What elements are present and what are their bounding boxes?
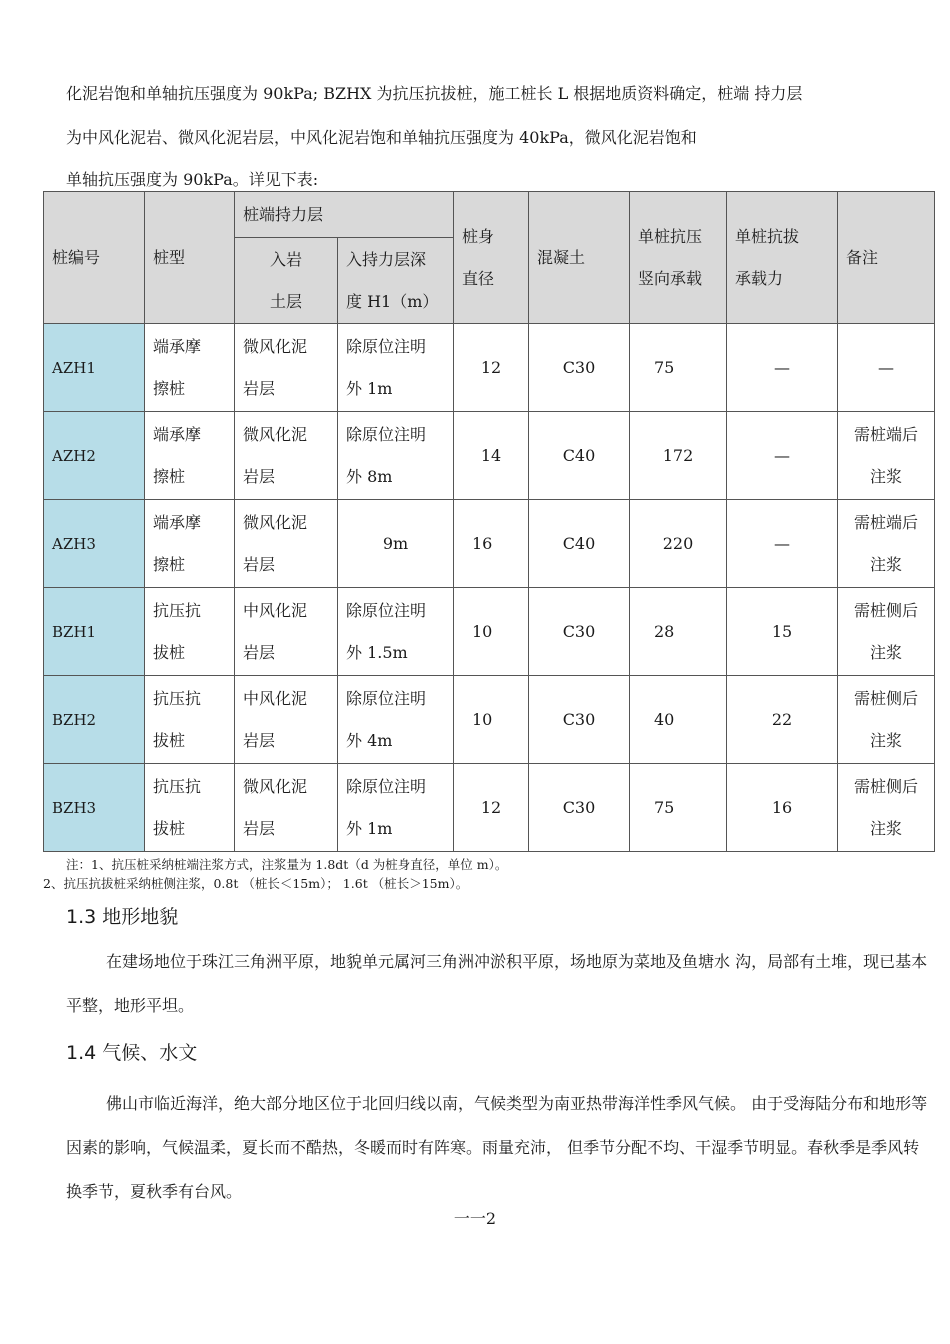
table-row: [44, 676, 935, 764]
cell-compression: 172: [630, 412, 727, 500]
cell-layer: [235, 588, 338, 676]
header-pile-id: 桩编号: [44, 192, 145, 324]
cell-remark: [838, 500, 935, 588]
intro-line-3: 单轴抗压强度为 90kPa。详见下表:: [66, 170, 319, 189]
cell-layer-line-2: 岩层: [243, 378, 276, 398]
cell-layer-line-1: 微风化泥: [243, 776, 308, 796]
cell-concrete: C40: [529, 412, 630, 500]
pile-table: [43, 191, 935, 852]
cell-pile-type-line-1: 端承摩: [153, 424, 202, 444]
header-compression: [630, 192, 727, 324]
cell-pile-type-line-1: 端承摩: [153, 512, 202, 532]
cell-layer-line-2: 岩层: [243, 642, 276, 662]
header-concrete: 混凝土: [529, 192, 630, 324]
section-1-3-title: 1.3 地形地貌: [66, 906, 179, 928]
header-diameter-line-1: 桩身: [462, 226, 495, 246]
header-depth: [338, 238, 454, 324]
cell-depth-line-2: 外 8m: [346, 466, 393, 486]
cell-layer: [235, 500, 338, 588]
cell-pile-id: BZH1: [44, 588, 145, 676]
cell-remark-line-1: 需桩端后: [853, 424, 918, 444]
cell-remark-line-2: 注浆: [869, 554, 902, 574]
cell-diameter: 14: [454, 412, 529, 500]
cell-remark: [838, 676, 935, 764]
header-rock-layer-line-2: 土层: [269, 291, 302, 311]
cell-layer-line-1: 微风化泥: [243, 336, 308, 356]
header-diameter-line-2: 直径: [462, 268, 495, 288]
cell-uplift: 16: [727, 764, 838, 852]
cell-depth-line-2: 外 4m: [346, 730, 393, 750]
cell-remark-line-2: 注浆: [869, 642, 902, 662]
cell-uplift: —: [727, 324, 838, 412]
cell-pile-id: AZH3: [44, 500, 145, 588]
cell-layer-line-1: 微风化泥: [243, 512, 308, 532]
cell-depth: [338, 764, 454, 852]
cell-depth-line-1: 除原位注明: [346, 688, 427, 708]
table-row: [44, 588, 935, 676]
cell-remark: [838, 764, 935, 852]
cell-layer-line-1: 中风化泥: [243, 688, 308, 708]
header-diameter: [454, 192, 529, 324]
cell-depth: [338, 588, 454, 676]
cell-compression: 75: [630, 324, 727, 412]
table-row: [44, 764, 935, 852]
cell-pile-type: [145, 588, 235, 676]
cell-compression: 75: [630, 764, 727, 852]
header-rock-layer-line-1: 入岩: [269, 249, 302, 269]
cell-uplift: 15: [727, 588, 838, 676]
cell-pile-id: AZH1: [44, 324, 145, 412]
cell-pile-type-line-2: 拔桩: [153, 642, 186, 662]
cell-layer: [235, 324, 338, 412]
header-uplift-line-2: 承载力: [735, 268, 784, 288]
table-note-1: 注：1、抗压桩采纳桩端注浆方式，注浆量为 1.8dt（d 为桩身直径，单位 m）。: [66, 857, 508, 872]
cell-concrete: C30: [529, 324, 630, 412]
table-row: [44, 500, 935, 588]
cell-depth: [338, 412, 454, 500]
cell-remark-line-2: 注浆: [869, 730, 902, 750]
cell-remark: [838, 412, 935, 500]
cell-pile-type: [145, 324, 235, 412]
cell-diameter: 10: [454, 588, 529, 676]
cell-pile-type-line-2: 擦桩: [153, 378, 186, 398]
cell-remark-line-1: 需桩侧后: [853, 688, 918, 708]
cell-depth: [338, 324, 454, 412]
cell-compression: 220: [630, 500, 727, 588]
cell-depth: 9m: [338, 500, 454, 588]
cell-remark-line-2: 注浆: [869, 466, 902, 486]
cell-depth-line-2: 外 1m: [346, 818, 393, 838]
header-compression-line-2: 竖向承载: [638, 268, 703, 288]
cell-remark-line-1: 需桩端后: [853, 512, 918, 532]
cell-depth-line-1: 除原位注明: [346, 776, 427, 796]
header-bearing-layer: 桩端持力层: [235, 192, 454, 238]
cell-depth-line-1: 除原位注明: [346, 424, 427, 444]
cell-pile-type-line-1: 抗压抗: [153, 600, 202, 620]
cell-layer-line-2: 岩层: [243, 466, 276, 486]
section-1-3-body: 在建场地位于珠江三角洲平原，地貌单元属河三角洲冲淤积平原，场地原为菜地及鱼塘水 沟，局部有土堆，现已基本平整，地形平坦。: [66, 952, 928, 1015]
cell-remark-line-1: 需桩侧后: [853, 600, 918, 620]
cell-compression: 40: [630, 676, 727, 764]
cell-layer: [235, 412, 338, 500]
cell-layer: [235, 676, 338, 764]
cell-pile-type: [145, 764, 235, 852]
cell-concrete: C30: [529, 676, 630, 764]
cell-pile-type-line-1: 端承摩: [153, 336, 202, 356]
cell-concrete: C30: [529, 764, 630, 852]
cell-layer: [235, 764, 338, 852]
cell-layer-line-2: 岩层: [243, 730, 276, 750]
header-rock-layer: [235, 238, 338, 324]
table-note-2: 2、抗压抗拔桩采纳桩侧注浆，0.8t （桩长＜15m）； 1.6t （桩长＞15m）。: [43, 876, 469, 891]
table-row: [44, 324, 935, 412]
header-pile-type: 桩型: [145, 192, 235, 324]
cell-concrete: C30: [529, 588, 630, 676]
cell-pile-type-line-1: 抗压抗: [153, 688, 202, 708]
cell-pile-id: AZH2: [44, 412, 145, 500]
cell-diameter: 12: [454, 764, 529, 852]
intro-line-1: 化泥岩饱和单轴抗压强度为 90kPa; BZHX 为抗压抗拔桩，施工桩长 L 根据地质资料确定，桩端 持力层: [66, 84, 803, 103]
cell-remark: [838, 324, 935, 412]
table-row: [44, 412, 935, 500]
cell-uplift: —: [727, 412, 838, 500]
cell-pile-type-line-2: 拔桩: [153, 818, 186, 838]
cell-pile-id: BZH3: [44, 764, 145, 852]
header-depth-line-1: 入持力层深: [346, 249, 427, 269]
cell-depth-line-2: 外 1.5m: [346, 642, 408, 662]
cell-depth-line-1: 除原位注明: [346, 600, 427, 620]
cell-layer-line-1: 微风化泥: [243, 424, 308, 444]
cell-compression: 28: [630, 588, 727, 676]
cell-remark-line-1: 需桩侧后: [853, 776, 918, 796]
cell-layer-line-2: 岩层: [243, 818, 276, 838]
cell-uplift: —: [727, 500, 838, 588]
cell-depth-line-2: 外 1m: [346, 378, 393, 398]
cell-remark: [838, 588, 935, 676]
header-remarks: 备注: [838, 192, 935, 324]
cell-pile-type-line-2: 擦桩: [153, 466, 186, 486]
cell-layer-line-1: 中风化泥: [243, 600, 308, 620]
cell-diameter: 10: [454, 676, 529, 764]
header-uplift: [727, 192, 838, 324]
cell-pile-type: [145, 412, 235, 500]
page-number: 一一2: [453, 1209, 497, 1228]
header-depth-line-2: 度 H1（m）: [346, 291, 439, 311]
cell-pile-type: [145, 676, 235, 764]
cell-pile-type-line-2: 拔桩: [153, 730, 186, 750]
cell-pile-type-line-2: 擦桩: [153, 554, 186, 574]
cell-uplift: 22: [727, 676, 838, 764]
header-compression-line-1: 单桩抗压: [638, 226, 703, 246]
header-uplift-line-1: 单桩抗拔: [735, 226, 800, 246]
cell-remark-line-2: 注浆: [869, 818, 902, 838]
cell-diameter: 16: [454, 500, 529, 588]
intro-line-2: 为中风化泥岩、微风化泥岩层，中风化泥岩饱和单轴抗压强度为 40kPa，微风化泥岩饱和: [66, 128, 697, 147]
cell-concrete: C40: [529, 500, 630, 588]
cell-pile-id: BZH2: [44, 676, 145, 764]
cell-layer-line-2: 岩层: [243, 554, 276, 574]
cell-pile-type: [145, 500, 235, 588]
cell-depth: [338, 676, 454, 764]
section-1-4-title: 1.4 气候、水文: [66, 1042, 198, 1064]
cell-depth-line-1: 除原位注明: [346, 336, 427, 356]
section-1-4-body: 佛山市临近海洋，绝大部分地区位于北回归线以南，气候类型为南亚热带海洋性季风气候。 由于受海陆分布和地形等因素的影响，气候温柔，夏长而不酷热，冬暖而时有阵寒。雨量充沛， 但季节分配不均、干湿季节明显。春秋季是季风转换季节，夏秋季有台风。: [66, 1094, 928, 1201]
cell-diameter: 12: [454, 324, 529, 412]
cell-remark-line-1: —: [878, 357, 894, 377]
cell-pile-type-line-1: 抗压抗: [153, 776, 202, 796]
